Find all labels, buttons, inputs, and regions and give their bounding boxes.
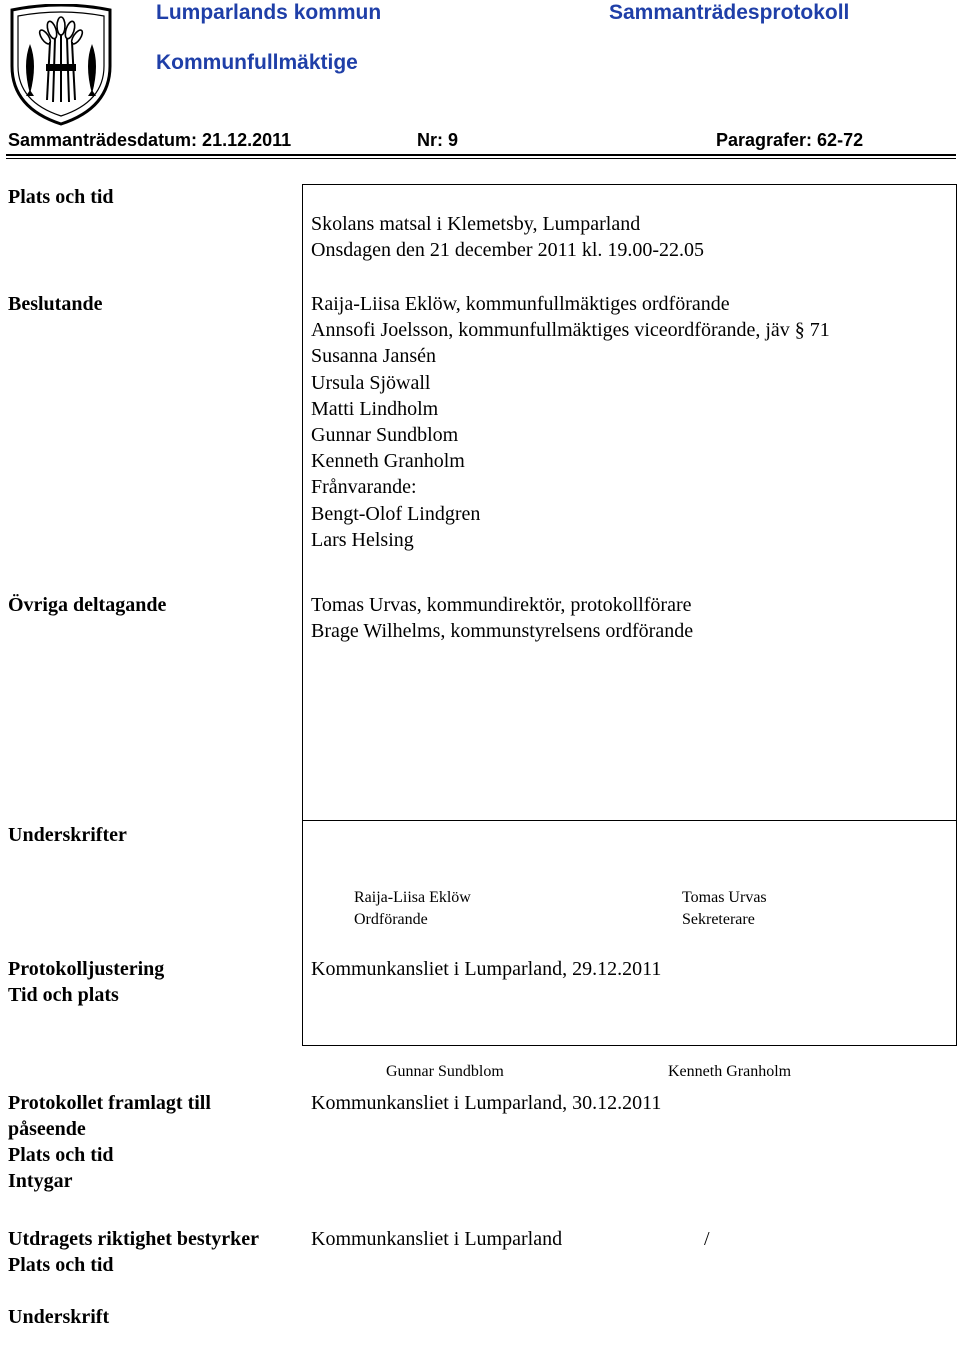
adjuster-signature-1: Gunnar Sundblom [386,1063,504,1080]
secretary-signature: Tomas Urvas Sekreterare [682,889,767,928]
list-item: Frånvarande: [311,476,417,499]
list-item: Kenneth Granholm [311,450,465,473]
municipality-name: Lumparlands kommun [156,1,382,24]
paragraphs: Paragrafer: 62-72 [716,130,864,150]
label-certification: Utdragets riktighet bestyrker Plats och tid [8,1228,260,1276]
list-item: Raija-Liisa Eklöw, kommunfullmäktiges ordförande [311,293,730,315]
header-rule [6,154,956,156]
coat-of-arms-icon [8,4,114,128]
label-public-display: Protokollet framlagt till påseende Plats och tid Intygar [8,1092,211,1192]
adjuster-signature-2: Kenneth Granholm [668,1063,792,1080]
other-participants-list [311,592,693,644]
list-item: Annsofi Joelsson, kommunfullmäktiges viceordförande, jäv § 71 [311,319,830,342]
label-signatures: Underskrifter [8,824,127,846]
meeting-number: Nr: 9 [417,130,459,150]
signature-box [302,821,957,1046]
list-item: Ursula Sjöwall [311,371,431,394]
deciding-members-list [311,291,830,553]
label-other-participants: Övriga deltagande [8,594,167,616]
certification-text: Kommunkansliet i Lumparland [311,1228,563,1250]
public-display-text: Kommunkansliet i Lumparland, 30.12.2011 [311,1092,662,1114]
meeting-date: Sammanträdesdatum: 21.12.2011 [8,130,292,150]
list-item: Brage Wilhelms, kommunstyrelsens ordförande [311,620,694,643]
list-item: Gunnar Sundblom [311,423,459,446]
header-rule-thin [6,158,956,159]
list-item: Matti Lindholm [311,397,439,420]
list-item: Tomas Urvas, kommundirektör, protokollförare [311,594,692,616]
document-type: Sammanträdesprotokoll [609,1,850,24]
adjustment-text: Kommunkansliet i Lumparland, 29.12.2011 [311,958,662,980]
council-name: Kommunfullmäktige [156,51,358,74]
certification-date-separator: / [704,1228,710,1250]
list-item: Bengt-Olof Lindgren [311,502,481,525]
label-adjustment: Protokolljustering Tid och plats [8,958,165,1006]
label-deciding: Beslutande [8,293,103,315]
label-signature: Underskrift [8,1306,110,1328]
list-item: Susanna Jansén [311,345,436,368]
chair-signature: Raija-Liisa Eklöw Ordförande [354,889,471,928]
place-time-text: Skolans matsal i Klemetsby, Lumparland Onsdagen den 21 december 2011 kl. 19.00-22.05 [311,213,705,262]
label-place-time: Plats och tid [8,186,114,208]
list-item: Lars Helsing [311,528,414,551]
